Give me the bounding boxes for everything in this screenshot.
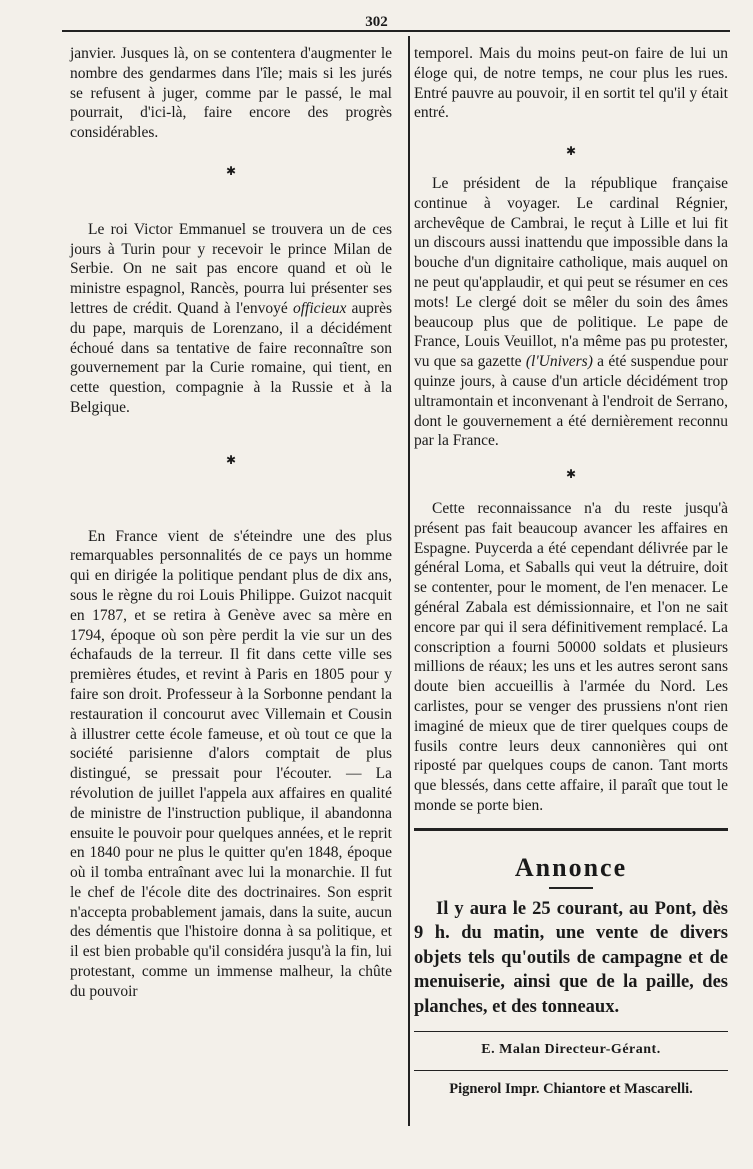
director-top-rule: [414, 1031, 728, 1032]
page-number: 302: [365, 14, 388, 30]
article-paragraph-france: Le président de la république française continue à voyager. Le cardinal Régnier, archevêque de Cambrai, le reçut à Lille et lui fit un discours aussi inattendu que impossible dans la bouche d'un dignitaire catholique, mais auquel on ne peut qu'applaudir, et qui peut se résumer en ces mots! Le clergé doit se mêler du soin des âmes beaucoup plus que de politique. Le pape de France, Louis Veuillot, n'a même pas pu protester, vu que sa gazette (l'Univers) a été suspendue pour quinze jours, à cause d'un article décidément trop ultramontain et inconvenant à l'endroit de Serrano, dont le gouvernement a été dernièrement reconnu par la France.: [414, 174, 728, 450]
section-separator-asterisk: ✱: [565, 467, 577, 482]
printer-line: Pignerol Impr. Chiantore et Mascarelli.: [449, 1080, 693, 1097]
left-column: [70, 44, 392, 1002]
section-separator-asterisk: ✱: [225, 452, 237, 467]
right-column: [414, 44, 728, 1100]
article-paragraph-corsica: janvier. Jusques là, on se contentera d'augmenter le nombre des gendarmes dans l'île; mais si les jurés se refusent à juger, comme par le passé, le mal pourrait, d'ici-là, faire encore des progrès considérables.: [70, 45, 392, 142]
section-separator-asterisk: ✱: [225, 163, 237, 178]
article-paragraph-italy: Le roi Victor Emmanuel se trouvera un de ces jours à Turin pour y recevoir le prince Milan de Serbie. On ne sait pas encore quand et où le ministre espagnol, Rancès, pourra lui présenter ses lettres de crédit. Quand à l'envoyé officieux auprès du pape, marquis de Lorenzano, il a décidément échoué dans sa tentative de faire reconnaître son gouvernement par la Curie romaine, qui tient, en cette question, compagnie à la Russie et à la Belgique.: [70, 220, 393, 416]
header-rule: [62, 30, 730, 32]
article-paragraph-spain: Cette reconnaissance n'a du reste jusqu'à présent pas fait beaucoup avancer les affaires en Espagne. Puycerda a été cependant délivrée par le général Loma, et Saballs qui veut la détruire, doit se contenter, pour le moment, de l'en menacer. Le général Zabala est démissionnaire, et l'on ne sait encore par qui il sera définitivement remplacé. La conscription a fourni 50000 soldats et plusieurs millions de réaux; les uns et les autres seront sans doute bien accueillis à l'armée du Nord. Les carlistes, pour se venger des prussiens n'ont rien imaginé de mieux que de tirer quelques coups de fusils contre leurs deux cannonières qui ont riposté par quelques coups de canon. Tant morts que blessés, dans cette affaire, il paraît que tout le monde se porte bien.: [414, 499, 728, 814]
emphasis-univers: (l'Univers): [525, 353, 593, 371]
annonce-flourish: [549, 887, 593, 889]
annonce-title: Annonce: [514, 852, 628, 882]
article-paragraph-guizot: En France vient de s'éteindre une des plus remarquables personnalités de ce pays un homme qui en dirigée la politique pendant plus de dix ans, sous le règne du roi Louis Philippe. Guizot nacquit en 1787, et se retira à Genève avec sa mère en 1794, époque où son père perdit la vie sur un des échafauds de la terreur. Il fit dans cette ville ses premières études, et revint à Paris en 1805 pour y faire son droit. Professeur à la Sorbonne pendant la restauration il concourut avec Villemain et Cousin à illustrer cette école fameuse, et où tout ce que la société parisienne d'alors comptait de plus distingué, se pressait pour l'écouter. — La révolution de juillet l'appela aux affaires en qualité de ministre de l'instruction publique, il abandonna ensuite le pouvoir pour quelques années, et le reprit en 1840 pour ne plus le quitter qu'en 1848, époque où il tomba entraînant avec lui la monarchie. Il fut le chef de l'école dite des doctrinaires. Son esprit n'accepta probablement jamais, dans la suite, aucun des démentis que l'histoire donna à sa politique, et il est bien probable qu'il considéra jusqu'à la fin, lui protestant, comme un immense malheur, la chûte du pouvoir: [70, 527, 392, 1000]
director-signature: E. Malan Directeur-Gérant.: [481, 1042, 661, 1058]
annonce-top-rule: [414, 828, 728, 831]
annonce-text: Il y aura le 25 courant, au Pont, dès 9 h. du matin, une vente de divers objets tels qu'outils de campagne et de menuiserie, ainsi que de la paille, des planches, et des tonneaux.: [414, 898, 728, 1017]
section-separator-asterisk: ✱: [565, 144, 577, 159]
printer-top-rule: [414, 1070, 728, 1071]
article-paragraph-guizot-end: temporel. Mais du moins peut-on faire de lui un éloge qui, de notre temps, ne cour plus les rues. Entré pauvre au pouvoir, il en sortit tel qu'il y était entré.: [414, 45, 728, 122]
column-divider: [408, 36, 410, 1126]
emphasis-officieux: officieux: [292, 299, 347, 317]
